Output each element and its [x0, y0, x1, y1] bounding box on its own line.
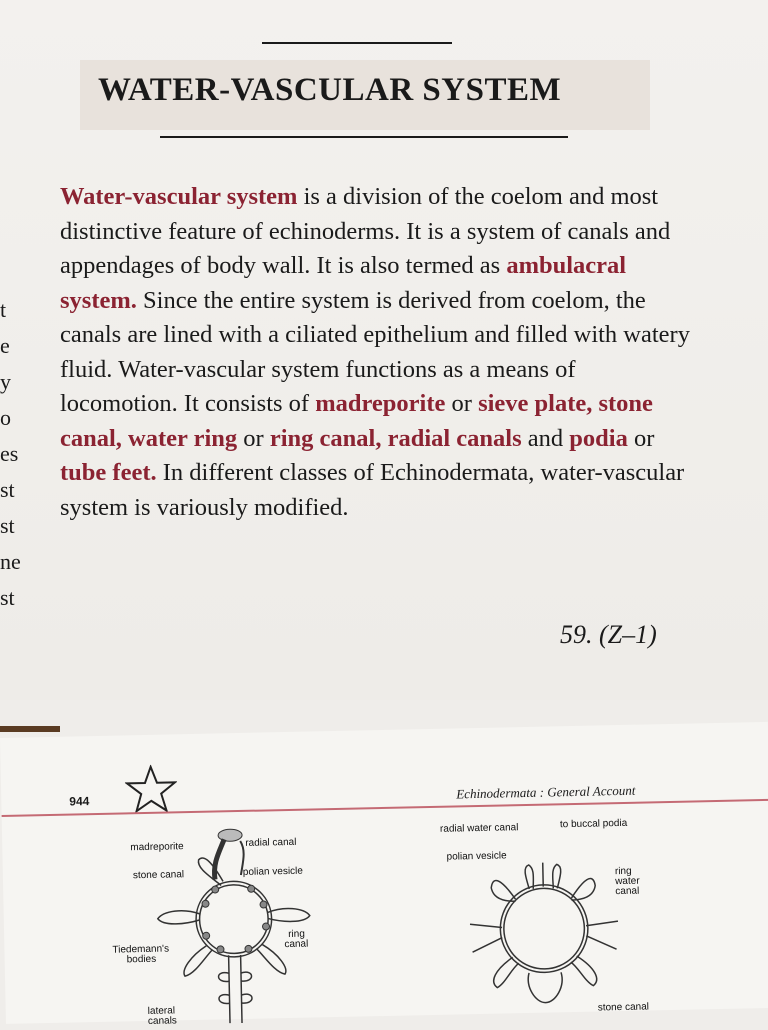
edge-fragment: ne	[0, 549, 21, 574]
running-head: Echinodermata : General Account	[456, 782, 636, 802]
edge-fragment: st	[0, 477, 15, 502]
edge-fragment: st	[0, 585, 15, 610]
body-text: or	[627, 424, 655, 452]
edge-fragment: o	[0, 405, 11, 430]
section-title: WATER-VASCULAR SYSTEM	[98, 72, 562, 108]
label-ring-canal-line1: ring	[288, 928, 305, 941]
label-tiedemann-line2: bodies	[126, 953, 157, 966]
label-ring-water-canal-line1: ring	[614, 865, 632, 878]
label-lateral-line2: canals	[147, 1015, 177, 1027]
next-page	[0, 722, 768, 1027]
star-icon	[125, 764, 178, 813]
label-stone-canal: stone canal	[132, 869, 185, 882]
edge-fragment: y	[0, 369, 11, 394]
label-madreporite: madreporite	[130, 841, 184, 854]
highlighted-term: ring canal, radial canals	[269, 424, 522, 452]
highlighted-term: ambulacral system.	[60, 252, 627, 314]
header-rule	[2, 799, 768, 817]
label-ring-water-canal-line2: water	[615, 875, 640, 888]
reference-number: 59. (Z–1)	[560, 620, 657, 649]
top-rule	[262, 42, 452, 44]
label-radial-water-canal: radial water canal	[439, 822, 519, 835]
body-text: and	[521, 424, 570, 452]
highlighted-term: madreporite	[315, 390, 446, 417]
label-tiedemann-line1: Tiedemann's	[112, 943, 170, 956]
highlighted-term: tube feet.	[60, 459, 157, 486]
body-text: In different classes of Echinodermata, water-vascular system is variously modified.	[60, 459, 685, 521]
page-edge-shadow	[0, 726, 60, 732]
label-ring-canal-line2: canal	[284, 938, 309, 951]
edge-fragment: t	[0, 297, 7, 322]
page-number: 944	[69, 794, 90, 809]
left-page-edge-text	[0, 292, 30, 616]
label-lateral-line1: lateral	[147, 1005, 176, 1017]
highlighted-term: podia	[569, 424, 628, 452]
highlighted-term: Water-vascular system	[60, 183, 298, 210]
title-underline	[160, 136, 568, 138]
label-polian-vesicle-right: polian vesicle	[446, 850, 507, 863]
label-polian-vesicle: polian vesicle	[242, 865, 304, 878]
label-to-buccal-podia: to buccal podia	[559, 817, 628, 831]
body-text: is a division of the coelom and most distinctive feature of echinoderms. It is a system of canals and appendages of body wall. It is also termed as	[60, 183, 671, 279]
body-text: or	[237, 424, 270, 452]
label-ring-water-canal-line3: canal	[615, 885, 640, 898]
highlighted-term: sieve plate, stone canal, water ring	[60, 390, 653, 452]
body-paragraph	[60, 180, 690, 525]
body-text: Since the entire system is derived from coelom, the canals are lined with a ciliated epithelium and filled with watery fluid. Water-vascular system functions as a means of locomotion. It consists of	[60, 286, 690, 417]
edge-fragment: e	[0, 333, 10, 358]
body-text: or	[445, 390, 479, 417]
label-radial-canal: radial canal	[245, 836, 297, 849]
edge-fragment: st	[0, 513, 15, 538]
label-stone-canal-right: stone canal	[597, 1001, 650, 1014]
edge-fragment: es	[0, 441, 19, 466]
